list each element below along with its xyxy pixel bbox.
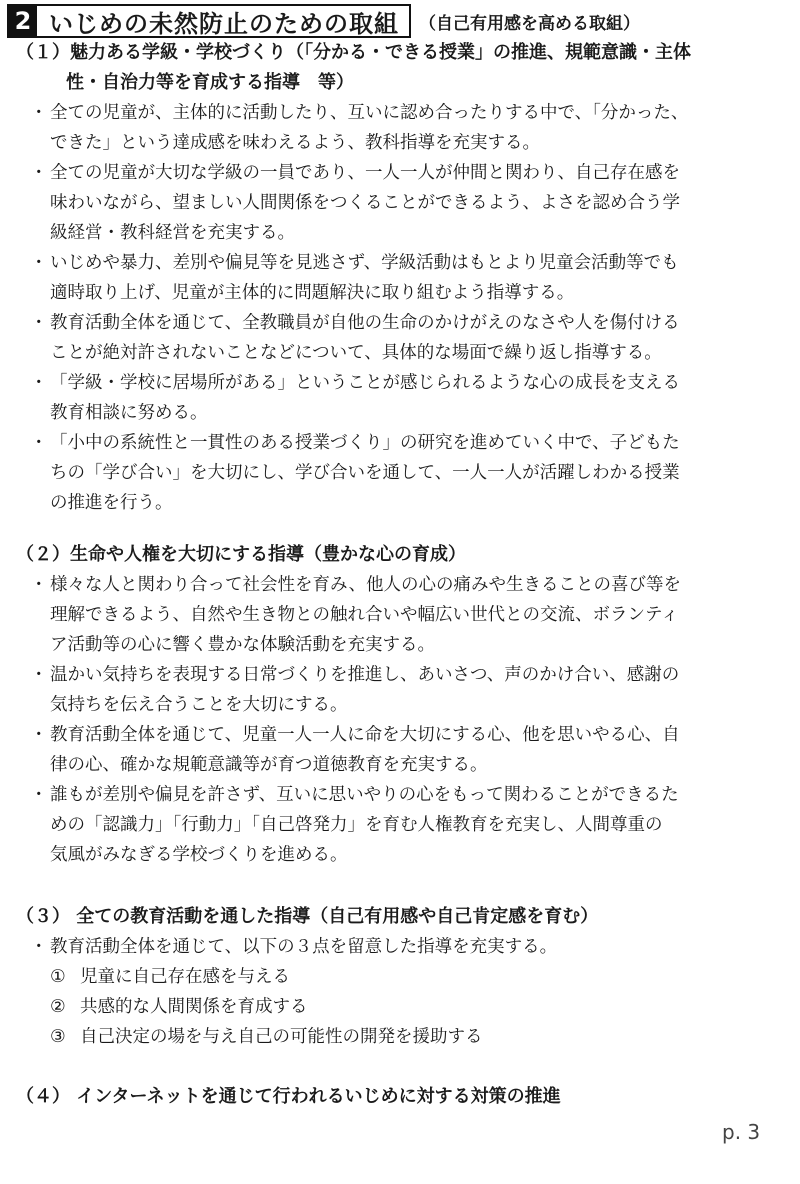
- bullet-text-line: ことが絶対許されないことなどについて、具体的な場面で繰り返し指導する。: [50, 343, 662, 363]
- bullet-text-line: 全ての児童が大切な学級の一員であり、一人一人が仲間と関わり、自己存在感を: [50, 163, 680, 183]
- section-heading-line: （４） インターネットを通じて行われるいじめに対する対策の推進: [16, 1086, 561, 1107]
- bullet-dot-icon: ・: [30, 665, 48, 685]
- bullet-item: [30, 570, 770, 660]
- bullet-text-line: 教育活動全体を通じて、全教職員が自他の生命のかけがえのなさや人を傷付ける: [50, 313, 680, 333]
- bullet-text-line: できた」という達成感を味わえるよう、教科指導を充実する。: [50, 133, 540, 153]
- section-heading-line: （１）魅力ある学級・学校づくり（「分かる・できる授業」の推進、規範意識・主体: [16, 42, 691, 63]
- bullet-dot-icon: ・: [30, 937, 48, 957]
- bullet-dot-icon: ・: [30, 725, 48, 745]
- section-heading-line: （３） 全ての教育活動を通した指導（自己有用感や自己肯定感を育む）: [16, 906, 599, 927]
- section-heading-line: 性・自治力等を育成する指導 等）: [66, 72, 354, 93]
- bullet-text-line: 気持ちを伝え合うことを大切にする。: [50, 695, 348, 715]
- bullet-text-line: 味わいながら、望ましい人間関係をつくることができるよう、よさを認め合う学: [50, 193, 680, 213]
- bullet-dot-icon: ・: [30, 575, 48, 595]
- item-number: ①: [50, 967, 66, 987]
- bullet-dot-icon: ・: [30, 313, 48, 333]
- bullet-text-line: 律の心、確かな規範意識等が育つ道徳教育を充実する。: [50, 755, 488, 775]
- item-number: ③: [50, 1027, 66, 1047]
- page-number: p. 3: [722, 1120, 761, 1144]
- bullet-item: [30, 780, 770, 870]
- bullet-text-line: いじめや暴力、差別や偏見等を見逃さず、学級活動はもとより児童会活動等でも: [50, 253, 679, 273]
- item-text: 共感的な人間関係を育成する: [80, 997, 308, 1017]
- title-row: [7, 4, 640, 38]
- bullet-dot-icon: ・: [30, 433, 48, 453]
- bullet-text-line: 教育活動全体を通じて、以下の３点を留意した指導を充実する。: [50, 937, 558, 957]
- bullet-dot-icon: ・: [30, 373, 48, 393]
- numbered-item: [50, 992, 308, 1022]
- bullet-text-line: 全ての児童が、主体的に活動したり、互いに認め合ったりする中で、「分かった、: [50, 103, 689, 123]
- item-number: ②: [50, 997, 66, 1017]
- bullet-item: [30, 428, 770, 518]
- item-text: 児童に自己存在感を与える: [80, 967, 290, 987]
- bullet-text-line: 温かい気持ちを表現する日常づくりを推進し、あいさつ、声のかけ合い、感謝の: [50, 665, 680, 685]
- numbered-item: [50, 1022, 483, 1052]
- title-number-badge: 2: [9, 6, 37, 36]
- bullet-item: [30, 932, 770, 962]
- bullet-text-line: ア活動等の心に響く豊かな体験活動を充実する。: [50, 635, 435, 655]
- bullet-item: [30, 368, 770, 428]
- bullet-item: [30, 98, 770, 158]
- bullet-dot-icon: ・: [30, 103, 48, 123]
- item-text: 自己決定の場を与え自己の可能性の開発を援助する: [80, 1027, 483, 1047]
- section-heading: [16, 902, 598, 932]
- bullet-item: [30, 248, 770, 308]
- section-heading-line: （２）生命や人権を大切にする指導（豊かな心の育成）: [16, 544, 466, 565]
- bullet-dot-icon: ・: [30, 785, 48, 805]
- bullet-item: [30, 308, 770, 368]
- bullet-dot-icon: ・: [30, 163, 48, 183]
- title-box: [7, 4, 411, 38]
- bullet-item: [30, 158, 770, 248]
- bullet-text-line: の推進を行う。: [50, 493, 173, 513]
- section-heading: [16, 1082, 561, 1112]
- bullet-text-line: 「小中の系統性と一貫性のある授業づくり」の研究を進めていく中で、子どもた: [50, 433, 680, 453]
- bullet-text-line: 気風がみなぎる学校づくりを進める。: [50, 845, 348, 865]
- numbered-item: [50, 962, 290, 992]
- bullet-text-line: 誰もが差別や偏見を許さず、互いに思いやりの心をもって関わることができるた: [50, 785, 679, 805]
- section-heading: [16, 540, 466, 570]
- bullet-text-line: ちの「学び合い」を大切にし、学び合いを通して、一人一人が活躍しわかる授業: [50, 463, 680, 483]
- bullet-item: [30, 660, 770, 720]
- bullet-text-line: 様々な人と関わり合って社会性を育み、他人の心の痛みや生きることの喜び等を: [50, 575, 682, 595]
- page-subtitle: （自己有用感を高める取組）: [419, 13, 640, 34]
- section-heading: [16, 38, 691, 98]
- bullet-text-line: 教育相談に努める。: [50, 403, 208, 423]
- bullet-text-line: 「学級・学校に居場所がある」ということが感じられるような心の成長を支える: [50, 373, 680, 393]
- bullet-dot-icon: ・: [30, 253, 48, 273]
- bullet-item: [30, 720, 770, 780]
- page-title: いじめの未然防止のための取組: [49, 9, 399, 38]
- bullet-text-line: 教育活動全体を通じて、児童一人一人に命を大切にする心、他を思いやる心、自: [50, 725, 680, 745]
- bullet-text-line: めの「認識力」「行動力」「自己啓発力」を育む人権教育を充実し、人間尊重の: [50, 815, 663, 835]
- bullet-text-line: 適時取り上げ、児童が主体的に問題解決に取り組むよう指導する。: [50, 283, 575, 303]
- bullet-text-line: 級経営・教科経営を充実する。: [50, 223, 295, 243]
- bullet-text-line: 理解できるよう、自然や生き物との触れ合いや幅広い世代との交流、ボランティ: [50, 605, 679, 625]
